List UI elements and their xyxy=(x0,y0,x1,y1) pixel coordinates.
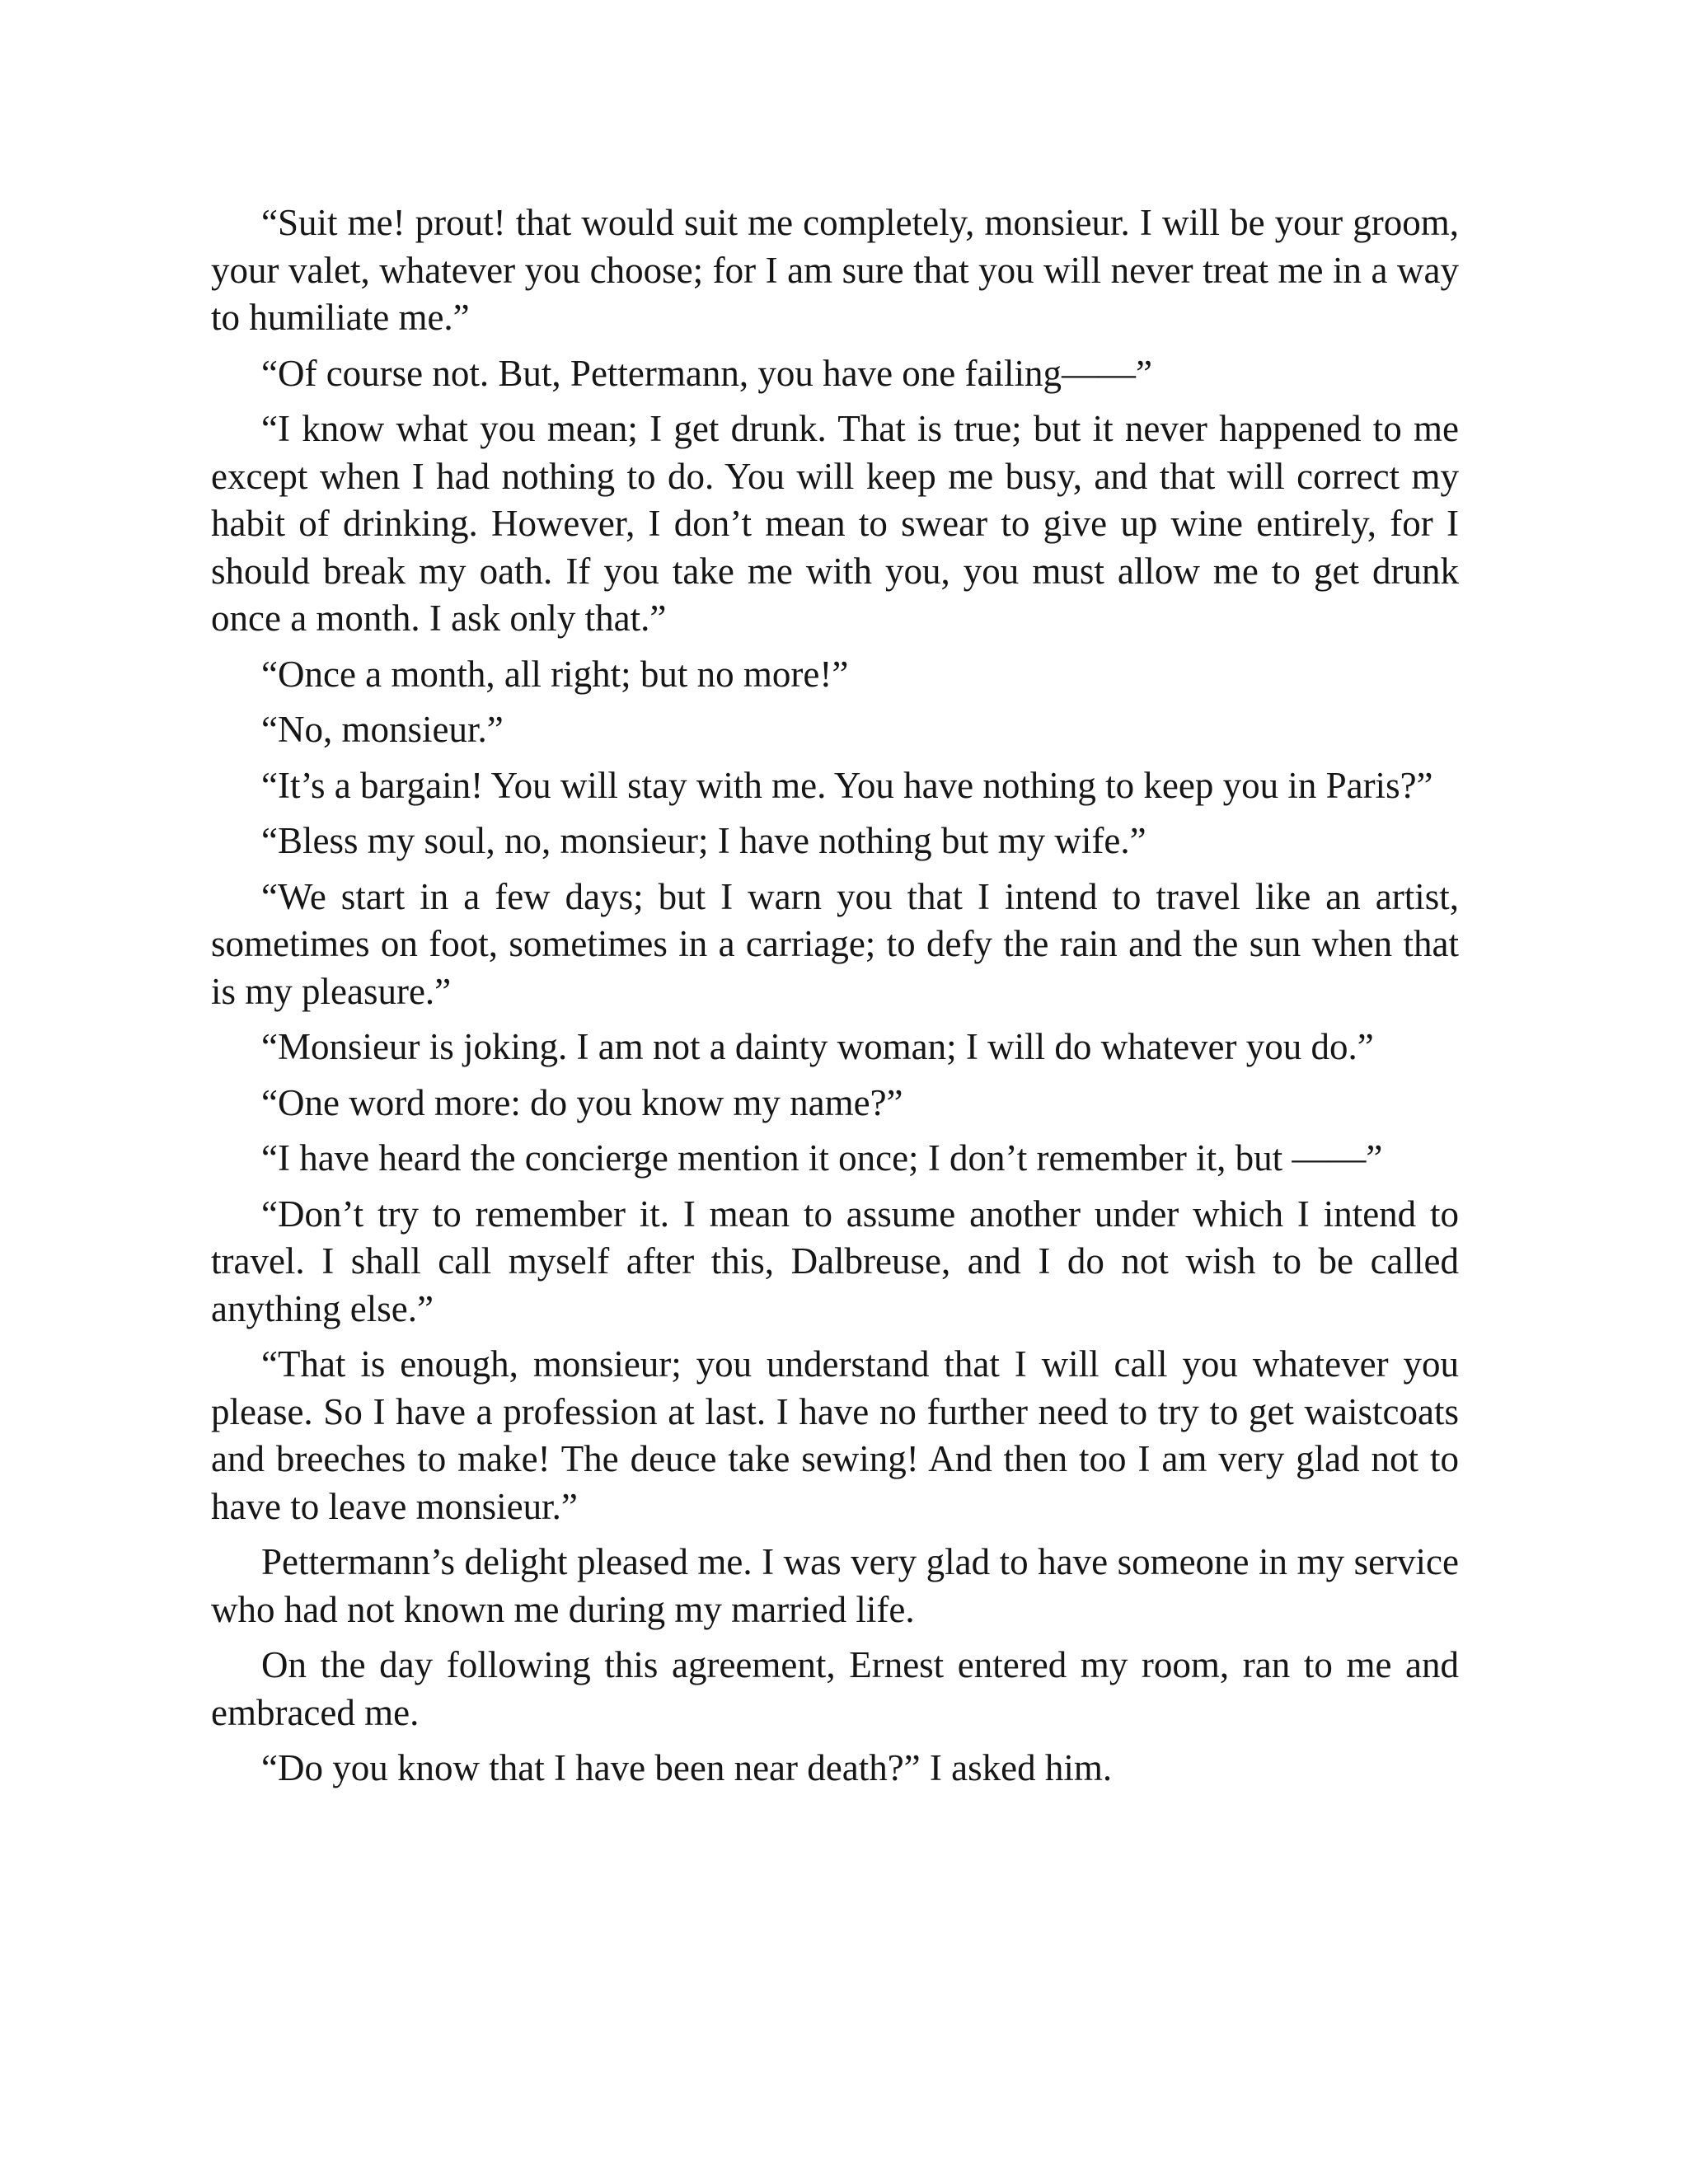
paragraph: “Do you know that I have been near death?” I asked him. xyxy=(261,1747,1113,1788)
paragraph: “Once a month, all right; but no more!” xyxy=(261,653,849,695)
paragraph: “One word more: do you know my name?” xyxy=(261,1081,903,1123)
paragraph: “That is enough, monsieur; you understand that I will call you whatever you please. So I have a profession at last. I have no further need to try to get waistcoats and breeches to make! The deuce take sewing! And then too I am very glad not to have to leave monsieur.” xyxy=(211,1343,1459,1527)
paragraph: “Don’t try to remember it. I mean to assume another under which I intend to travel. I shall call myself after this, Dalbreuse, and I do not wish to be called anything else.” xyxy=(211,1193,1459,1329)
paragraph: “Monsieur is joking. I am not a dainty woman; I will do whatever you do.” xyxy=(261,1026,1374,1067)
paragraph: On the day following this agreement, Ernest entered my room, ran to me and embraced me. xyxy=(211,1644,1459,1733)
paragraph: “Bless my soul, no, monsieur; I have nothing but my wife.” xyxy=(261,820,1146,861)
paragraph: “Of course not. But, Pettermann, you have one failing——” xyxy=(261,352,1152,394)
paragraph: “We start in a few days; but I warn you that I intend to travel like an artist, sometimes on foot, sometimes in a carriage; to defy the rain and the sun when that is my pleasure.” xyxy=(211,875,1459,1012)
paragraph: “I have heard the concierge mention it once; I don’t remember it, but ——” xyxy=(261,1137,1383,1179)
page-text xyxy=(211,199,1459,1801)
paragraph: “Suit me! prout! that would suit me completely, monsieur. I will be your groom, your valet, whatever you choose; for I am sure that you will never treat me in a way to humiliate me.” xyxy=(211,202,1459,338)
paragraph: “It’s a bargain! You will stay with me. You have nothing to keep you in Paris?” xyxy=(261,764,1433,806)
paragraph: “I know what you mean; I get drunk. That is true; but it never happened to me except when I had nothing to do. You will keep me busy, and that will correct my habit of drinking. However, I don’t mean to swear to give up wine entirely, for I should break my oath. If you take me with you, you must allow me to get drunk once a month. I ask only that.” xyxy=(211,408,1459,639)
paragraph: “No, monsieur.” xyxy=(261,709,504,750)
paragraph: Pettermann’s delight pleased me. I was very glad to have someone in my service who had not known me during my married life. xyxy=(211,1541,1459,1630)
